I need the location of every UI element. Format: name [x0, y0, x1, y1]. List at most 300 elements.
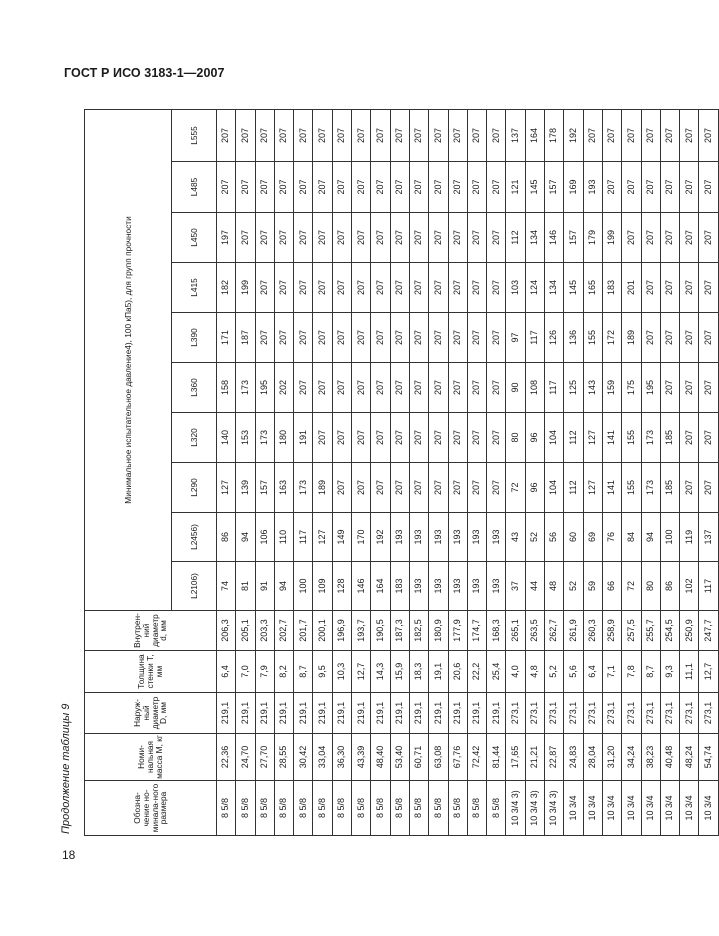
cell-pressure: 136	[564, 313, 583, 363]
cell-pressure: 119	[680, 513, 699, 562]
cell-pressure: 207	[352, 413, 371, 463]
cell-wall-thickness: 25,4	[487, 651, 506, 693]
cell-pressure: 207	[487, 413, 506, 463]
cell-pressure: 207	[429, 413, 448, 463]
cell-inner-diameter: 177,9	[448, 611, 467, 651]
cell-pressure: 207	[313, 363, 332, 413]
cell-pressure: 207	[622, 162, 641, 213]
cell-size: 8 5/8	[352, 781, 371, 836]
cell-pressure: 60	[564, 513, 583, 562]
cell-pressure: 127	[583, 413, 602, 463]
header-outer-diameter: Наруж-ный диаметр D, мм	[85, 693, 217, 734]
cell-wall-thickness: 5,6	[564, 651, 583, 693]
cell-pressure: 81	[236, 562, 255, 611]
cell-pressure: 171	[217, 313, 236, 363]
cell-pressure: 80	[641, 562, 660, 611]
cell-pressure: 125	[564, 363, 583, 413]
table-row	[680, 109, 699, 835]
cell-mass: 67,76	[448, 734, 467, 781]
table-row	[487, 109, 506, 835]
table-row	[294, 109, 313, 835]
cell-pressure: 191	[294, 413, 313, 463]
cell-mass: 24,83	[564, 734, 583, 781]
cell-pressure: 52	[564, 562, 583, 611]
cell-pressure: 207	[467, 109, 486, 161]
cell-pressure: 207	[217, 162, 236, 213]
cell-pressure: 108	[525, 363, 544, 413]
cell-pressure: 207	[409, 413, 428, 463]
cell-pressure: 207	[448, 162, 467, 213]
cell-pressure: 207	[680, 313, 699, 363]
table-row	[217, 109, 236, 835]
cell-pressure: 207	[641, 213, 660, 263]
cell-pressure: 157	[564, 213, 583, 263]
cell-pressure: 157	[255, 463, 274, 513]
cell-outer-diameter: 219,1	[429, 693, 448, 734]
table-row	[525, 109, 544, 835]
cell-pressure: 207	[699, 413, 718, 463]
cell-pressure: 163	[274, 463, 293, 513]
cell-pressure: 207	[409, 162, 428, 213]
cell-mass: 53,40	[390, 734, 409, 781]
cell-pressure: 76	[602, 513, 621, 562]
cell-pressure: 207	[313, 313, 332, 363]
cell-pressure: 207	[467, 463, 486, 513]
cell-pressure: 193	[448, 562, 467, 611]
cell-size: 8 5/8	[236, 781, 255, 836]
cell-pressure: 193	[583, 162, 602, 213]
cell-wall-thickness: 14,3	[371, 651, 390, 693]
cell-inner-diameter: 257,5	[622, 611, 641, 651]
cell-pressure: 100	[660, 513, 679, 562]
cell-pressure: 207	[371, 162, 390, 213]
cell-pressure: 145	[525, 162, 544, 213]
cell-pressure: 207	[641, 313, 660, 363]
header-grade-l290: L290	[172, 463, 217, 513]
cell-outer-diameter: 219,1	[217, 693, 236, 734]
cell-wall-thickness: 22,2	[467, 651, 486, 693]
cell-mass: 43,39	[352, 734, 371, 781]
cell-wall-thickness: 18,3	[409, 651, 428, 693]
cell-pressure: 202	[274, 363, 293, 413]
header-grade-l390: L390	[172, 313, 217, 363]
table-row	[448, 109, 467, 835]
cell-pressure: 207	[352, 162, 371, 213]
cell-pressure: 207	[487, 263, 506, 313]
cell-pressure: 112	[564, 413, 583, 463]
cell-mass: 48,24	[680, 734, 699, 781]
cell-outer-diameter: 219,1	[236, 693, 255, 734]
cell-pressure: 192	[371, 513, 390, 562]
cell-pressure: 207	[467, 263, 486, 313]
cell-pressure: 207	[660, 313, 679, 363]
cell-pressure: 207	[313, 162, 332, 213]
cell-pressure: 199	[236, 263, 255, 313]
cell-pressure: 207	[274, 162, 293, 213]
cell-pressure: 158	[217, 363, 236, 413]
cell-pressure: 72	[622, 562, 641, 611]
cell-size: 8 5/8	[487, 781, 506, 836]
header-grade-l2456: L2456)	[172, 513, 217, 562]
cell-pressure: 112	[564, 463, 583, 513]
cell-pressure: 207	[390, 213, 409, 263]
cell-pressure: 173	[294, 463, 313, 513]
cell-pressure: 117	[294, 513, 313, 562]
table-row	[409, 109, 428, 835]
cell-pressure: 124	[525, 263, 544, 313]
cell-pressure: 207	[274, 313, 293, 363]
cell-pressure: 207	[352, 263, 371, 313]
cell-pressure: 134	[545, 263, 564, 313]
cell-mass: 28,04	[583, 734, 602, 781]
cell-pressure: 207	[699, 109, 718, 161]
header-inner-diameter: Внутрен-ний диаметр d, мм	[85, 611, 217, 651]
cell-pressure: 104	[545, 463, 564, 513]
table-row	[332, 109, 351, 835]
cell-pressure: 189	[313, 463, 332, 513]
cell-pressure: 104	[545, 413, 564, 463]
cell-pressure: 207	[602, 109, 621, 161]
cell-pressure: 182	[217, 263, 236, 313]
cell-pressure: 207	[332, 109, 351, 161]
header-mass: Номи-нальная масса M, кг	[85, 734, 217, 781]
cell-mass: 48,40	[371, 734, 390, 781]
cell-pressure: 207	[255, 313, 274, 363]
cell-pressure: 189	[622, 313, 641, 363]
cell-pressure: 159	[602, 363, 621, 413]
cell-pressure: 207	[409, 463, 428, 513]
cell-pressure: 207	[294, 263, 313, 313]
cell-pressure: 121	[506, 162, 525, 213]
cell-pressure: 183	[390, 562, 409, 611]
table-row	[660, 109, 679, 835]
test-pressure-table	[84, 109, 719, 836]
cell-pressure: 72	[506, 463, 525, 513]
cell-wall-thickness: 9,3	[660, 651, 679, 693]
cell-pressure: 207	[371, 213, 390, 263]
cell-pressure: 207	[448, 109, 467, 161]
cell-pressure: 48	[545, 562, 564, 611]
cell-pressure: 207	[660, 263, 679, 313]
cell-mass: 63,08	[429, 734, 448, 781]
cell-wall-thickness: 7,8	[622, 651, 641, 693]
cell-wall-thickness: 20,6	[448, 651, 467, 693]
cell-pressure: 207	[313, 263, 332, 313]
cell-pressure: 127	[583, 463, 602, 513]
cell-outer-diameter: 219,1	[448, 693, 467, 734]
cell-mass: 28,55	[274, 734, 293, 781]
cell-pressure: 207	[294, 363, 313, 413]
cell-pressure: 207	[313, 413, 332, 463]
cell-pressure: 207	[660, 162, 679, 213]
cell-size: 8 5/8	[313, 781, 332, 836]
cell-pressure: 109	[313, 562, 332, 611]
cell-pressure: 155	[622, 463, 641, 513]
cell-mass: 24,70	[236, 734, 255, 781]
cell-pressure: 207	[409, 363, 428, 413]
cell-pressure: 207	[622, 109, 641, 161]
cell-size: 10 3/4	[564, 781, 583, 836]
cell-pressure: 117	[545, 363, 564, 413]
cell-pressure: 207	[352, 213, 371, 263]
cell-pressure: 146	[352, 562, 371, 611]
cell-pressure: 127	[313, 513, 332, 562]
cell-outer-diameter: 273,1	[680, 693, 699, 734]
cell-inner-diameter: 182,5	[409, 611, 428, 651]
cell-pressure: 207	[680, 263, 699, 313]
cell-pressure: 106	[255, 513, 274, 562]
cell-pressure: 141	[602, 463, 621, 513]
cell-pressure: 207	[448, 263, 467, 313]
cell-pressure: 207	[255, 109, 274, 161]
cell-pressure: 69	[583, 513, 602, 562]
cell-pressure: 207	[352, 363, 371, 413]
cell-pressure: 207	[467, 313, 486, 363]
cell-pressure: 90	[506, 363, 525, 413]
cell-size: 10 3/4	[602, 781, 621, 836]
cell-pressure: 207	[487, 313, 506, 363]
cell-pressure: 137	[506, 109, 525, 161]
table-row	[274, 109, 293, 835]
cell-size: 10 3/4	[641, 781, 660, 836]
cell-pressure: 139	[236, 463, 255, 513]
cell-pressure: 207	[467, 413, 486, 463]
table-row	[429, 109, 448, 835]
cell-size: 10 3/4 3)	[525, 781, 544, 836]
cell-pressure: 207	[487, 463, 506, 513]
cell-pressure: 207	[429, 213, 448, 263]
header-grade-l555: L555	[172, 109, 217, 161]
cell-pressure: 52	[525, 513, 544, 562]
cell-mass: 72,42	[467, 734, 486, 781]
cell-inner-diameter: 261,9	[564, 611, 583, 651]
cell-pressure: 207	[680, 463, 699, 513]
cell-pressure: 193	[467, 513, 486, 562]
cell-pressure: 207	[294, 162, 313, 213]
cell-inner-diameter: 205,1	[236, 611, 255, 651]
table-row	[583, 109, 602, 835]
cell-pressure: 207	[332, 213, 351, 263]
cell-mass: 21,21	[525, 734, 544, 781]
cell-mass: 36,30	[332, 734, 351, 781]
table-caption: Продолжение таблицы 9	[60, 703, 72, 834]
cell-size: 10 3/4	[583, 781, 602, 836]
cell-pressure: 193	[487, 562, 506, 611]
cell-outer-diameter: 273,1	[525, 693, 544, 734]
cell-pressure: 207	[390, 363, 409, 413]
header-grade-l2106: L2106)	[172, 562, 217, 611]
cell-pressure: 207	[641, 263, 660, 313]
cell-wall-thickness: 7,1	[602, 651, 621, 693]
cell-pressure: 207	[660, 213, 679, 263]
cell-pressure: 207	[255, 263, 274, 313]
cell-pressure: 193	[429, 513, 448, 562]
cell-pressure: 207	[699, 313, 718, 363]
cell-pressure: 207	[467, 162, 486, 213]
cell-size: 10 3/4 3)	[506, 781, 525, 836]
cell-pressure: 199	[602, 213, 621, 263]
cell-pressure: 207	[332, 413, 351, 463]
cell-pressure: 207	[390, 413, 409, 463]
cell-pressure: 207	[274, 213, 293, 263]
cell-pressure: 207	[448, 213, 467, 263]
cell-pressure: 169	[564, 162, 583, 213]
table-row	[602, 109, 621, 835]
cell-pressure: 146	[545, 213, 564, 263]
cell-pressure: 193	[409, 562, 428, 611]
cell-pressure: 207	[390, 109, 409, 161]
cell-pressure: 207	[660, 363, 679, 413]
cell-pressure: 207	[429, 463, 448, 513]
cell-pressure: 43	[506, 513, 525, 562]
cell-pressure: 178	[545, 109, 564, 161]
cell-pressure: 80	[506, 413, 525, 463]
cell-mass: 17,65	[506, 734, 525, 781]
cell-pressure: 207	[448, 363, 467, 413]
cell-pressure: 59	[583, 562, 602, 611]
cell-pressure: 207	[409, 313, 428, 363]
table-row	[506, 109, 525, 835]
cell-pressure: 207	[371, 109, 390, 161]
cell-wall-thickness: 4,8	[525, 651, 544, 693]
cell-pressure: 193	[390, 513, 409, 562]
cell-mass: 60,71	[409, 734, 428, 781]
cell-pressure: 195	[641, 363, 660, 413]
cell-pressure: 207	[409, 109, 428, 161]
cell-pressure: 207	[274, 109, 293, 161]
table-row	[622, 109, 641, 835]
cell-size: 8 5/8	[467, 781, 486, 836]
cell-wall-thickness: 8,2	[274, 651, 293, 693]
cell-pressure: 207	[332, 162, 351, 213]
cell-pressure: 207	[448, 413, 467, 463]
cell-wall-thickness: 15,9	[390, 651, 409, 693]
cell-outer-diameter: 273,1	[622, 693, 641, 734]
cell-pressure: 155	[583, 313, 602, 363]
cell-pressure: 207	[332, 313, 351, 363]
cell-pressure: 96	[525, 413, 544, 463]
cell-pressure: 207	[487, 109, 506, 161]
cell-pressure: 207	[448, 463, 467, 513]
cell-pressure: 37	[506, 562, 525, 611]
header-test-pressure-group: Минимальное испытательное давление4), 100 кПа5), для групп прочности	[85, 109, 172, 610]
cell-inner-diameter: 260,3	[583, 611, 602, 651]
cell-pressure: 207	[602, 162, 621, 213]
header-wall-thickness: Толщина стенки T, мм	[85, 651, 217, 693]
cell-pressure: 94	[274, 562, 293, 611]
cell-pressure: 207	[217, 109, 236, 161]
cell-pressure: 134	[525, 213, 544, 263]
cell-size: 8 5/8	[429, 781, 448, 836]
table-body	[217, 109, 719, 835]
table-header	[85, 109, 217, 835]
cell-pressure: 207	[699, 263, 718, 313]
cell-pressure: 207	[487, 363, 506, 413]
header-grade-l485: L485	[172, 162, 217, 213]
cell-pressure: 207	[390, 162, 409, 213]
cell-inner-diameter: 187,3	[390, 611, 409, 651]
cell-pressure: 185	[660, 463, 679, 513]
cell-outer-diameter: 219,1	[371, 693, 390, 734]
cell-size: 8 5/8	[371, 781, 390, 836]
cell-pressure: 207	[274, 263, 293, 313]
cell-pressure: 164	[371, 562, 390, 611]
cell-size: 10 3/4	[622, 781, 641, 836]
cell-pressure: 207	[371, 363, 390, 413]
cell-outer-diameter: 273,1	[699, 693, 718, 734]
cell-pressure: 91	[255, 562, 274, 611]
cell-mass: 54,74	[699, 734, 718, 781]
cell-pressure: 207	[236, 213, 255, 263]
document-title: ГОСТ Р ИСО 3183-1—2007	[64, 66, 225, 80]
cell-outer-diameter: 219,1	[487, 693, 506, 734]
cell-pressure: 193	[429, 562, 448, 611]
header-grade-l450: L450	[172, 213, 217, 263]
cell-pressure: 207	[371, 463, 390, 513]
cell-pressure: 207	[487, 162, 506, 213]
cell-pressure: 207	[680, 213, 699, 263]
table-row	[255, 109, 274, 835]
cell-pressure: 96	[525, 463, 544, 513]
table-row	[313, 109, 332, 835]
cell-wall-thickness: 7,0	[236, 651, 255, 693]
cell-pressure: 207	[680, 413, 699, 463]
cell-outer-diameter: 219,1	[352, 693, 371, 734]
cell-outer-diameter: 219,1	[255, 693, 274, 734]
cell-pressure: 179	[583, 213, 602, 263]
cell-pressure: 207	[313, 109, 332, 161]
cell-wall-thickness: 8,7	[294, 651, 313, 693]
cell-pressure: 207	[352, 463, 371, 513]
cell-pressure: 126	[545, 313, 564, 363]
cell-pressure: 66	[602, 562, 621, 611]
cell-size: 8 5/8	[217, 781, 236, 836]
cell-outer-diameter: 273,1	[545, 693, 564, 734]
table-row	[545, 109, 564, 835]
cell-pressure: 207	[352, 109, 371, 161]
cell-pressure: 187	[236, 313, 255, 363]
cell-pressure: 207	[699, 162, 718, 213]
cell-size: 10 3/4	[680, 781, 699, 836]
cell-mass: 22,87	[545, 734, 564, 781]
cell-pressure: 207	[641, 162, 660, 213]
cell-inner-diameter: 196,9	[332, 611, 351, 651]
cell-pressure: 207	[409, 263, 428, 313]
cell-pressure: 207	[332, 463, 351, 513]
cell-pressure: 207	[255, 213, 274, 263]
cell-wall-thickness: 8,7	[641, 651, 660, 693]
cell-pressure: 110	[274, 513, 293, 562]
cell-pressure: 207	[390, 263, 409, 313]
cell-pressure: 207	[699, 463, 718, 513]
cell-inner-diameter: 206,3	[217, 611, 236, 651]
cell-pressure: 103	[506, 263, 525, 313]
cell-size: 8 5/8	[294, 781, 313, 836]
cell-pressure: 207	[390, 463, 409, 513]
cell-pressure: 207	[332, 363, 351, 413]
cell-pressure: 94	[236, 513, 255, 562]
cell-inner-diameter: 180,9	[429, 611, 448, 651]
cell-outer-diameter: 273,1	[602, 693, 621, 734]
cell-pressure: 207	[429, 313, 448, 363]
table-row	[352, 109, 371, 835]
cell-mass: 81,44	[487, 734, 506, 781]
cell-pressure: 207	[429, 263, 448, 313]
cell-inner-diameter: 262,7	[545, 611, 564, 651]
cell-wall-thickness: 6,4	[217, 651, 236, 693]
cell-mass: 31,20	[602, 734, 621, 781]
cell-outer-diameter: 219,1	[274, 693, 293, 734]
